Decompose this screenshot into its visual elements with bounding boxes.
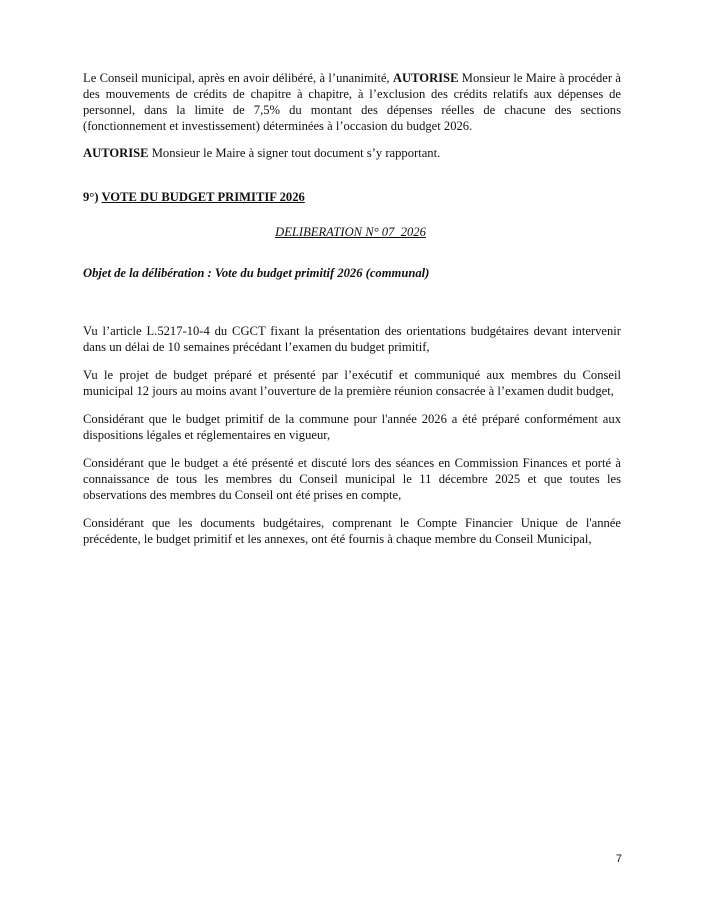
considerant-paragraph: Considérant que le budget primitif de la commune pour l'année 2026 a été préparé conformément aux dispositions légales et réglementaires en vigueur, (83, 412, 621, 442)
section-number: 9°) (83, 190, 102, 204)
paragraph-autorise-virements (83, 70, 621, 134)
section-title: VOTE DU BUDGET PRIMITIF 2026 (101, 190, 305, 204)
autorise-keyword: AUTORISE (392, 71, 459, 85)
paragraph-text: Le Conseil municipal, après en avoir délibéré, à l’unanimité, (83, 71, 393, 85)
section-heading (83, 189, 621, 205)
paragraph-text: Monsieur le Maire à signer tout document s’y rapportant. (148, 146, 441, 160)
paragraph-text: Monsieur le Maire à procéder à des mouvements de crédits de chapitre à chapitre, à l’exclusion des crédits relatifs aux dépenses de personnel, dans la limite de 7,5% du montant des dépenses réelles de chacune des sections (fonctionnement et investissement) déterminées à l’occasion du budget 2026. (83, 71, 621, 133)
autorise-keyword: AUTORISE (83, 146, 149, 160)
objet-deliberation: Objet de la délibération : Vote du budget primitif 2026 (communal) (83, 266, 430, 280)
considerant-paragraph: Considérant que le budget a été présenté et discuté lors des séances en Commission Finances et porté à connaissance de tous les membres du Conseil municipal le 11 décembre 2025 et que toutes les observations des membres du Conseil ont été prises en compte, (83, 456, 621, 502)
considerant-paragraph: Considérant que les documents budgétaires, comprenant le Compte Financier Unique de l'année précédente, le budget primitif et les annexes, ont été fournis à chaque membre du Conseil Municipal, (83, 516, 621, 546)
considerant-paragraph: Vu le projet de budget préparé et présenté par l’exécutif et communiqué aux membres du Conseil municipal 12 jours au moins avant l’ouverture de la première réunion consacrée à l’examen dudit budget, (83, 368, 621, 398)
page-number: 7 (615, 853, 622, 865)
paragraph-autorise-signer (83, 145, 621, 161)
deliberation-title: DELIBERATION N° 07_2026 (275, 225, 426, 239)
considerant-paragraph: Vu l’article L.5217-10-4 du CGCT fixant la présentation des orientations budgétaires devant intervenir dans un délai de 10 semaines précédant l’examen du budget primitif, (83, 324, 621, 354)
